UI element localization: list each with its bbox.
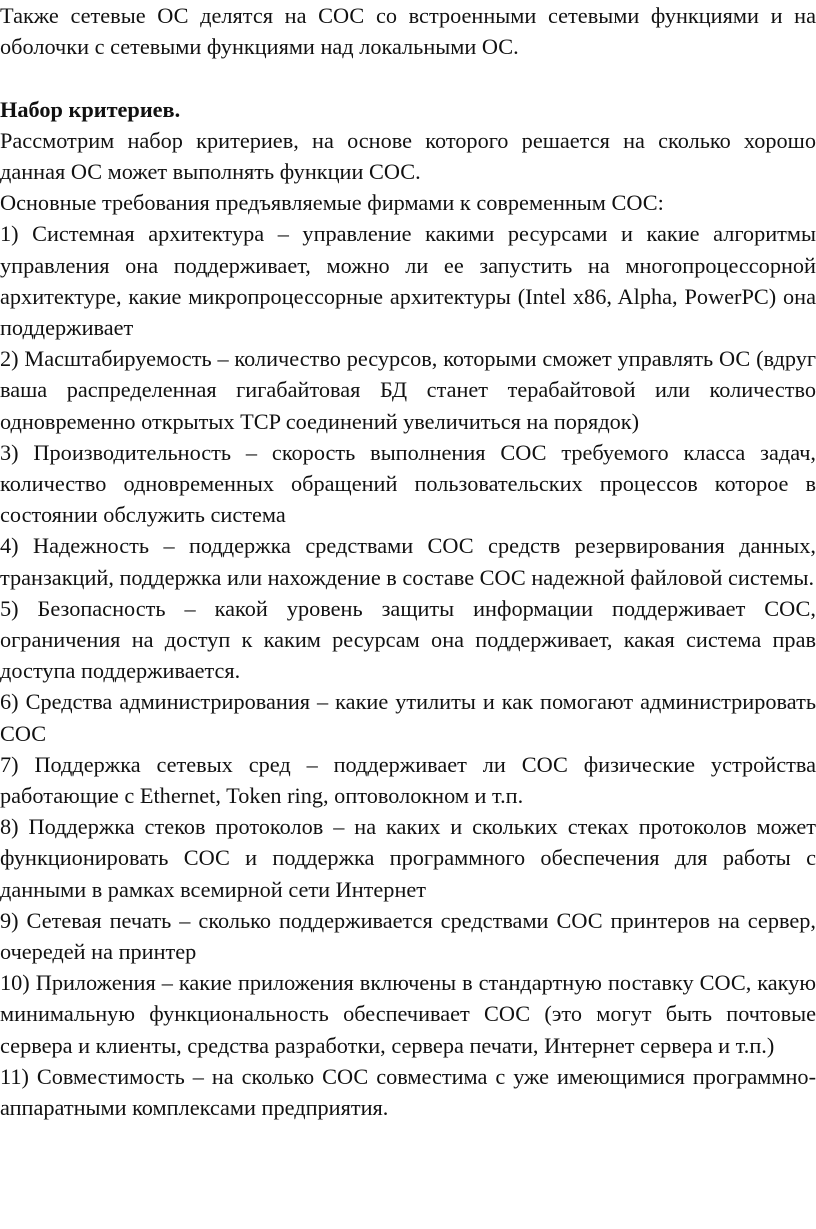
criterion-item: 9) Сетевая печать – сколько поддерживается средствами СОС принтеров на сервер, очередей на принтер [0, 907, 816, 965]
criterion-item: 4) Надежность – поддержка средствами СОС средств резервирования данных, транзакций, поддержка или нахождение в составе СОС надежной файловой системы. [0, 533, 816, 590]
criterion-item: 7) Поддержка сетевых сред – поддерживает ли СОС физические устройства работающие с Ethernet, Token ring, оптоволокном и т.п. [0, 751, 816, 809]
criterion-item: 1) Системная архитектура – управление какими ресурсами и какие алгоритмы управления она поддерживает, можно ли ее запустить на многопроцессорной архитектуре, какие микропроцессорные архитектуры (Intel x86, Alpha, PowerPC) она поддерживает [0, 221, 816, 341]
criterion-item: 3) Производительность – скорость выполнения СОС требуемого класса задач, количество одновременных обращений пользовательских процессов которое в состоянии обслужить система [0, 439, 816, 528]
paragraph: Основные требования предъявляемые фирмами к современным СОС: [0, 190, 664, 216]
criterion-item: 2) Масштабируемость – количество ресурсов, которыми сможет управлять ОС (вдруг ваша распределенная гигабайтовая БД станет терабайтовой или количество одновременно открытых TCP соединений увеличиться на порядок) [0, 346, 816, 434]
criterion-item: 11) Совместимость – на сколько СОС совместима с уже имеющимися программно-аппаратными комплексами предприятия. [0, 1063, 816, 1121]
intro-paragraph: Также сетевые ОС делятся на СОС со встроенными сетевыми функциями и на оболочки с сетевыми функциями над локальными ОС. [0, 3, 816, 60]
paragraph: Рассмотрим набор критериев, на основе которого решается на сколько хорошо данная ОС может выполнять функции СОС. [0, 127, 816, 184]
criterion-item: 6) Средства администрирования – какие утилиты и как помогают администрировать СОС [0, 689, 816, 746]
blank-line [0, 62, 816, 93]
criterion-item: 10) Приложения – какие приложения включены в стандартную поставку СОС, какую минимальную функциональность обеспечивает СОС (это могут быть почтовые сервера и клиенты, средства разработки, сервера печати, Интернет сервера и т.п.) [0, 970, 816, 1058]
criterion-item: 8) Поддержка стеков протоколов – на каких и скольких стеках протоколов может функционировать СОС и поддержка программного обеспечения для работы с данными в рамках всемирной сети Интернет [0, 814, 816, 902]
section-heading: Набор критериев. [0, 96, 181, 122]
criterion-item: 5) Безопасность – какой уровень защиты информации поддерживает СОС, ограничения на доступ к каким ресурсам она поддерживает, какая система прав доступа поддерживается. [0, 595, 816, 684]
